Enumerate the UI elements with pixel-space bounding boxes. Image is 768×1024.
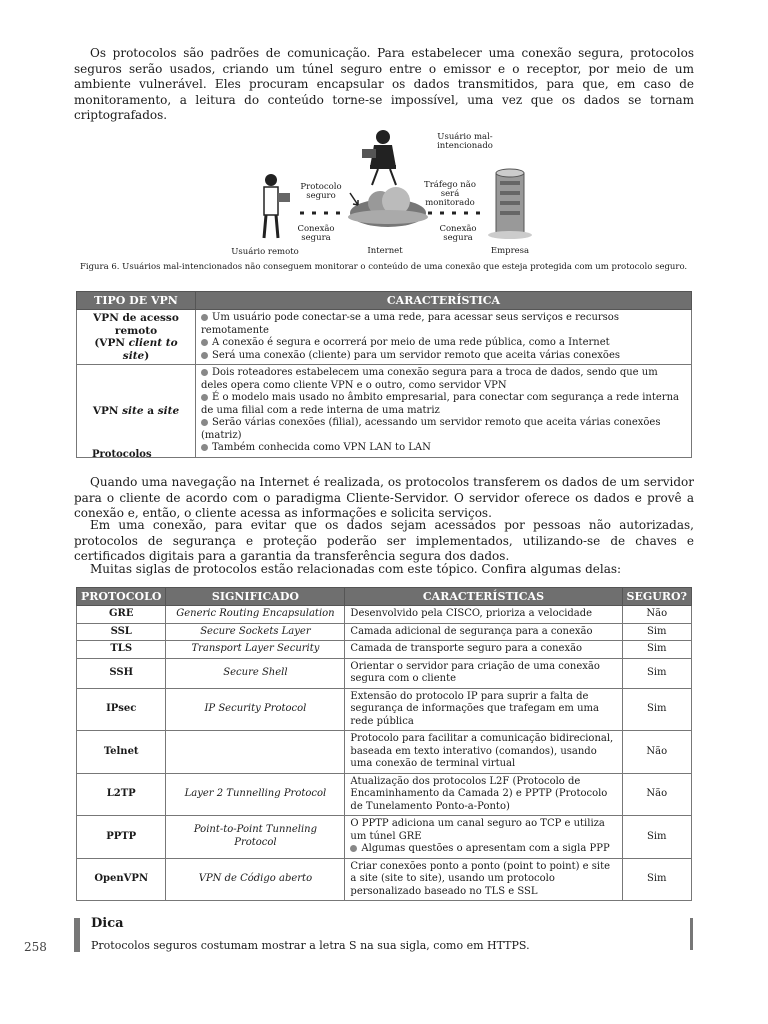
bullet-icon — [201, 352, 208, 359]
protocol-cell: L2TP — [77, 773, 166, 816]
malicious-user-icon — [362, 130, 396, 185]
page-number: 258 — [24, 940, 47, 954]
bullet-icon — [201, 394, 208, 401]
vpn-types-table — [76, 291, 692, 458]
bullet-icon — [201, 369, 208, 376]
protocol-cell: OpenVPN — [77, 858, 166, 901]
features-cell: Orientar o servidor para criação de uma conexão segura com o cliente — [345, 658, 622, 688]
vpn-site-to-site-cell: VPN site a site — [77, 365, 196, 458]
figure-caption: Figura 6. Usuários mal-intencionados não conseguem monitorar o conteúdo de uma conexão que esteja protegida com um protocolo seguro. — [80, 262, 688, 272]
features-cell: Camada de transporte seguro para a conexão — [345, 641, 622, 659]
remote-user-icon — [264, 174, 290, 238]
protocol-cell: SSL — [77, 623, 166, 641]
tip-title: Dica — [91, 916, 124, 931]
table-row — [77, 623, 692, 641]
secure-connection-right-label: Conexão segura — [439, 224, 477, 243]
secure-connection-left-label: Conexão segura — [297, 224, 335, 243]
table-row — [77, 641, 692, 659]
secure-protocol-label: Protocolo seguro — [300, 182, 342, 201]
features-cell: Extensão do protocolo IP para suprir a falta de segurança de informações que trafegam em uma rede pública — [345, 688, 622, 731]
secure-cell: Sim — [622, 658, 691, 688]
meaning-cell: Layer 2 Tunnelling Protocol — [166, 773, 345, 816]
intro-paragraph: Os protocolos são padrões de comunicação. Para estabelecer uma conexão segura, protocolos seguros serão usados, criando um túnel seguro entre o emissor e o receptor, por meio de um ambiente vulnerável. Eles procuram encapsular os dados transmitidos, para que, em caso de monitoramento, a leitura do conteúdo torne-se impossível, uma vez que os dados se tornam criptografados. — [74, 46, 694, 122]
protocol-col-header: PROTOCOLO — [77, 588, 166, 606]
meaning-cell: Secure Shell — [166, 658, 345, 688]
protocol-cell: IPsec — [77, 688, 166, 731]
arrow-icon — [350, 193, 358, 205]
meaning-cell: Transport Layer Security — [166, 641, 345, 659]
meaning-cell — [166, 731, 345, 774]
secure-cell: Sim — [622, 641, 691, 659]
bullet-icon — [201, 419, 208, 426]
company-label: Empresa — [490, 246, 530, 256]
vpn-characteristic-header: CARACTERÍSTICA — [196, 292, 692, 310]
remote-user-label: Usuário remoto — [231, 247, 299, 257]
protocol-cell: PPTP — [77, 816, 166, 859]
meaning-cell: VPN de Código aberto — [166, 858, 345, 901]
table-row — [77, 365, 692, 458]
company-building-icon — [488, 169, 532, 239]
table-row — [77, 773, 692, 816]
paragraph-3: Muitas siglas de protocolos estão relacionadas com este tópico. Confira algumas delas: — [90, 562, 622, 576]
tip-bar — [74, 918, 80, 952]
protocol-cell: Telnet — [77, 731, 166, 774]
meaning-col-header: SIGNIFICADO — [166, 588, 345, 606]
protocols-table — [76, 587, 692, 901]
tip-bar-right — [690, 918, 693, 950]
bullet-icon — [201, 339, 208, 346]
protocol-cell: TLS — [77, 641, 166, 659]
bullet-icon — [350, 845, 357, 852]
secure-cell: Sim — [622, 688, 691, 731]
meaning-cell: IP Security Protocol — [166, 688, 345, 731]
vpn-remote-access-cell: VPN de acesso remoto (VPN client to site) — [77, 310, 196, 365]
table-row — [77, 310, 692, 365]
meaning-cell: Point-to-Point Tunneling Protocol — [166, 816, 345, 859]
features-cell: Camada adicional de segurança para a conexão — [345, 623, 622, 641]
secure-col-header: SEGURO? — [622, 588, 691, 606]
features-col-header: CARACTERÍSTICAS — [345, 588, 622, 606]
secure-cell: Sim — [622, 623, 691, 641]
features-cell: O PPTP adiciona um canal seguro ao TCP e utiliza um túnel GRE Algumas questões o apresentam com a sigla PPP — [345, 816, 622, 859]
features-cell: Criar conexões ponto a ponto (point to point) e site a site (site to site), usando um protocolo personalizado baseado no TLS e SSL — [345, 858, 622, 901]
bullet-icon — [201, 314, 208, 321]
table-row — [77, 816, 692, 859]
table-row — [77, 731, 692, 774]
unmonitored-traffic-label: Tráfego não será monitorado — [424, 180, 476, 208]
protocol-cell: SSH — [77, 658, 166, 688]
features-cell: Atualização dos protocolos L2F (Protocolo de Encaminhamento da Camada 2) e PPTP (Protocolo de Tunelamento Ponto-a-Ponto) — [345, 773, 622, 816]
meaning-cell: Secure Sockets Layer — [166, 623, 345, 641]
vpn-figure — [220, 125, 550, 260]
secure-cell: Não — [622, 731, 691, 774]
malicious-user-label: Usuário mal-intencionado — [437, 132, 493, 151]
secure-cell: Sim — [622, 858, 691, 901]
features-cell: Protocolo para facilitar a comunicação bidirecional, baseada em texto interativo (comandos), usando uma conexão de terminal virtual — [345, 731, 622, 774]
bullet-icon — [201, 444, 208, 451]
table-row — [77, 858, 692, 901]
protocols-heading: Protocolos — [92, 449, 152, 460]
paragraph-1: Quando uma navegação na Internet é realizada, os protocolos transferem os dados de um servidor para o cliente de acordo com o paradigma Cliente-Servidor. O servidor oferece os dados e provê a conexão e, então, o cliente acessa as informações e solicita serviços. — [74, 475, 694, 520]
meaning-cell: Generic Routing Encapsulation — [166, 606, 345, 624]
internet-label: Internet — [367, 246, 403, 256]
secure-cell: Não — [622, 773, 691, 816]
secure-cell: Sim — [622, 816, 691, 859]
vpn-site-to-site-features: Dois roteadores estabelecem uma conexão segura para a troca de dados, sendo que um deles opera como cliente VPN e o outro, como servidor VPN É o modelo mais usado no âmbito empresarial, para conectar com segurança a rede interna de uma filial com a rede interna de uma matriz Serão várias conexões (filial), acessando um servidor remoto que aceita várias conexões (matriz) Também conhecida como VPN LAN to LAN — [196, 365, 692, 458]
table-row — [77, 658, 692, 688]
table-row — [77, 688, 692, 731]
tip-text: Protocolos seguros costumam mostrar a letra S na sua sigla, como em HTTPS. — [91, 939, 530, 952]
secure-cell: Não — [622, 606, 691, 624]
features-cell: Desenvolvido pela CISCO, prioriza a velocidade — [345, 606, 622, 624]
table-row — [77, 606, 692, 624]
vpn-type-header: TIPO DE VPN — [77, 292, 196, 310]
vpn-remote-access-features: Um usuário pode conectar-se a uma rede, para acessar seus serviços e recursos remotamente A conexão é segura e ocorrerá por meio de uma rede pública, como a Internet Será uma conexão (cliente) para um servidor remoto que aceita várias conexões — [196, 310, 692, 365]
protocol-cell: GRE — [77, 606, 166, 624]
paragraph-2: Em uma conexão, para evitar que os dados sejam acessados por pessoas não autorizadas, protocolos de segurança e proteção poderão ser implementados, utilizando-se de chaves e certificados digitais para a garantia da transferência segura dos dados. — [74, 518, 694, 563]
